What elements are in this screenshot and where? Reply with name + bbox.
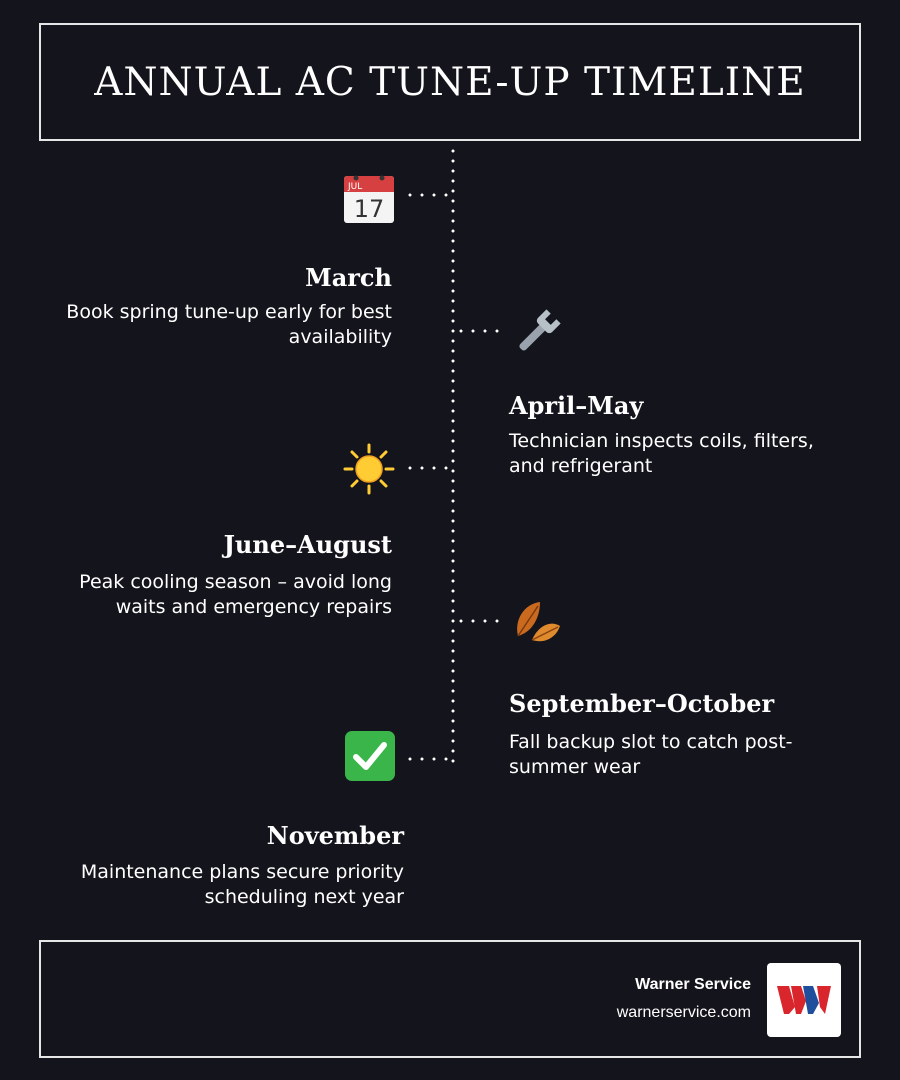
title-banner <box>39 23 861 141</box>
company-website[interactable]: warnerservice.com <box>616 1004 751 1021</box>
connector-september-october <box>455 619 503 623</box>
timeline-description: Maintenance plans secure priority scheduling next year <box>80 861 404 908</box>
footer <box>39 940 861 1058</box>
connector-march <box>404 193 452 197</box>
connector-june-august <box>404 466 452 470</box>
calendar-month-text: JUL <box>348 182 363 192</box>
timeline-month: June–August <box>223 530 392 559</box>
calendar-icon <box>343 173 395 225</box>
timeline-month: April–May <box>509 391 644 420</box>
wrench-icon <box>512 306 564 358</box>
timeline-description: Technician inspects coils, filters, and refrigerant <box>509 430 814 477</box>
timeline-description: Peak cooling season – avoid long waits and emergency repairs <box>79 571 392 618</box>
timeline-description: Fall backup slot to catch post-summer wear <box>509 731 793 778</box>
connector-april-may <box>455 329 503 333</box>
check-mark-icon <box>344 730 396 782</box>
fallen-leaf-icon <box>510 596 562 648</box>
page-title: ANNUAL AC TUNE-UP TIMELINE <box>94 59 806 105</box>
calendar-day-text: 17 <box>353 195 385 223</box>
company-logo <box>767 963 841 1037</box>
company-name: Warner Service <box>635 976 751 993</box>
sun-icon <box>343 443 395 495</box>
connector-november <box>404 757 452 761</box>
timeline-month: March <box>305 263 392 292</box>
timeline-description: Book spring tune-up early for best availability <box>66 301 392 348</box>
timeline-spine <box>451 146 455 766</box>
timeline-month: September–October <box>509 689 775 718</box>
logo-w-mark-icon <box>775 983 833 1017</box>
timeline-month: November <box>266 821 404 850</box>
